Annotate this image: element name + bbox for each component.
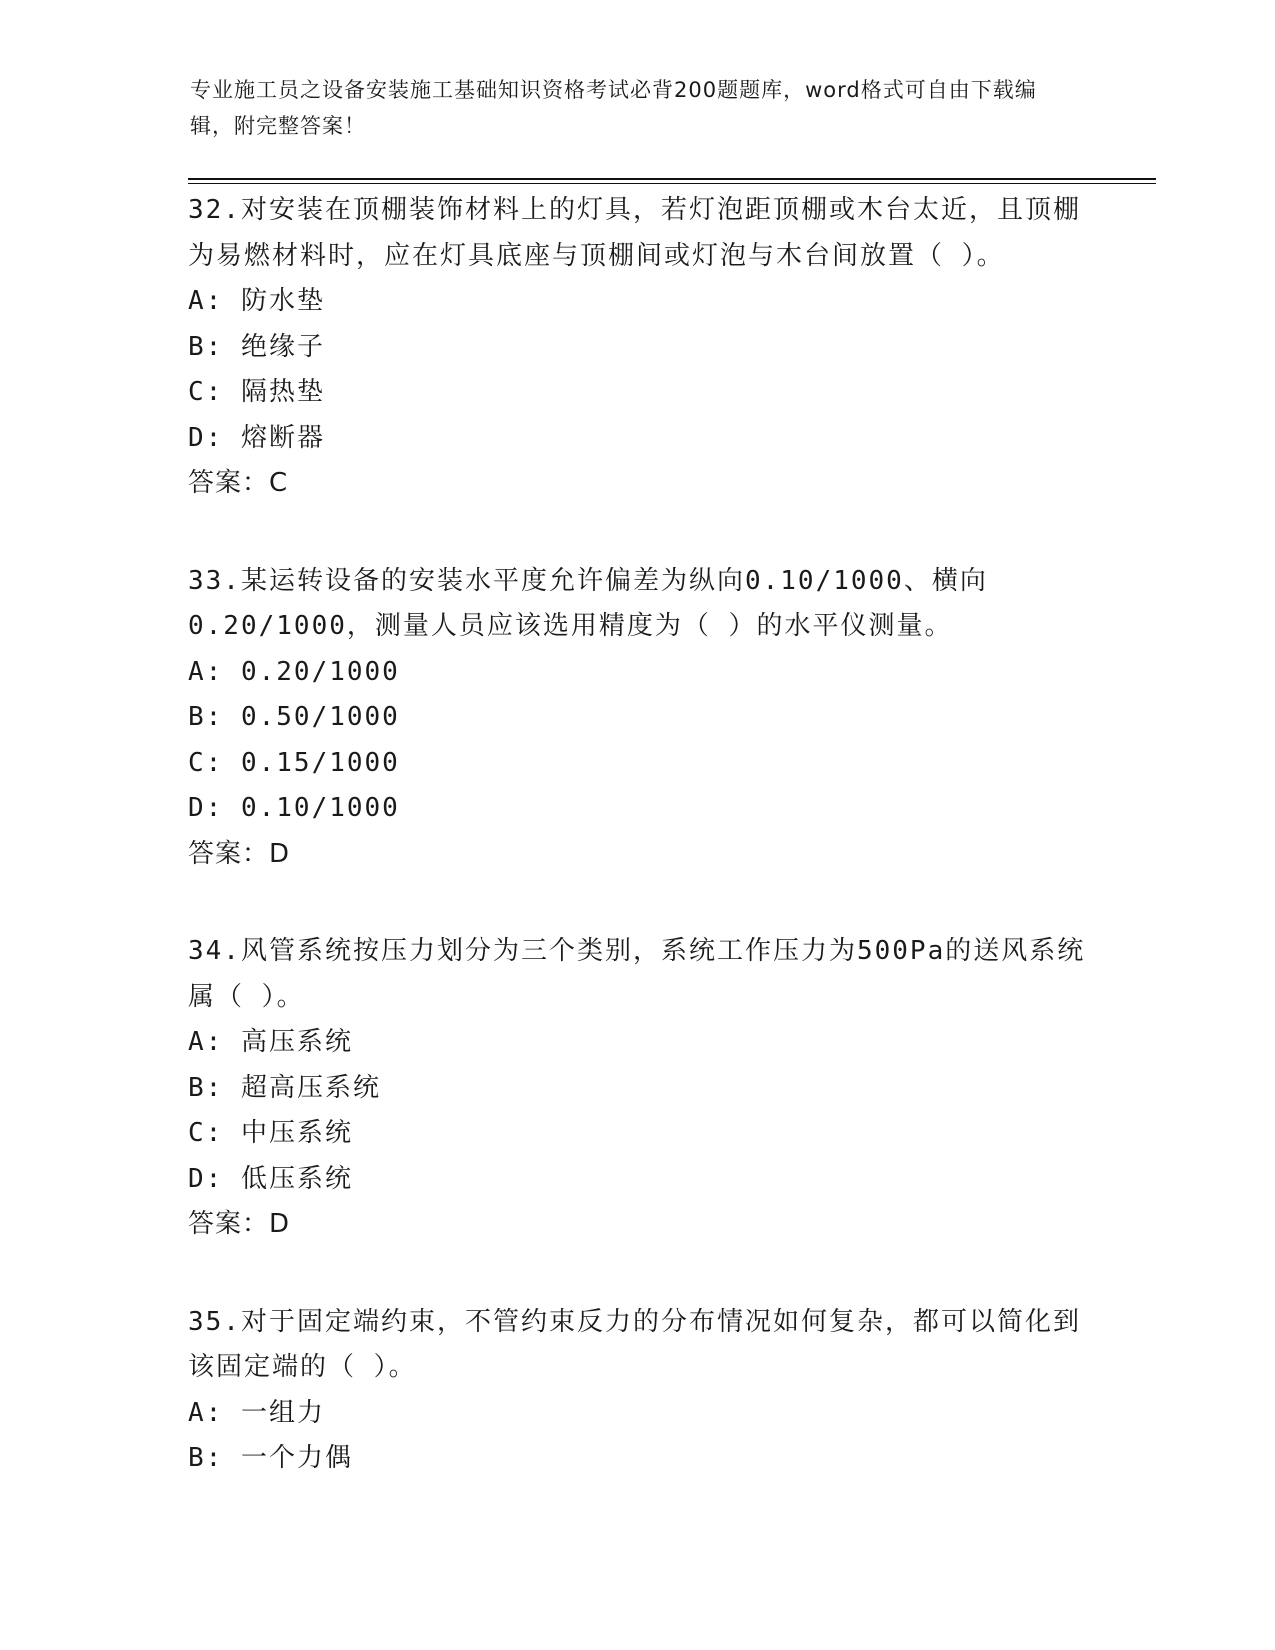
- option-a: A: 防水垫: [188, 286, 325, 316]
- option-d: D: 0.10/1000: [188, 793, 400, 823]
- option-d: D: 熔断器: [188, 422, 325, 453]
- option-d: D: 低压系统: [188, 1163, 353, 1194]
- option-b: B: 0.50/1000: [188, 702, 400, 732]
- header-divider-thick: [188, 178, 1156, 180]
- question-stem: 35.对于固定端约束，不管约束反力的分布情况如何复杂，都可以简化到该固定端的（ ）。: [188, 1306, 1081, 1382]
- question-34: [188, 929, 1088, 1248]
- question-35: [188, 1300, 1088, 1482]
- answer-line: 答案：D: [188, 838, 291, 869]
- question-stem: 34.风管系统按压力划分为三个类别，系统工作压力为500Pa的送风系统属（ ）。: [188, 936, 1086, 1012]
- question-33: [188, 559, 1088, 878]
- option-c: C: 中压系统: [188, 1118, 353, 1148]
- option-a: A: 0.20/1000: [188, 656, 400, 687]
- document-header: 专业施工员之设备安装施工基础知识资格考试必背200题题库，word格式可自由下载编辑，附完整答案！: [190, 78, 1037, 138]
- option-a: A: 高压系统: [188, 1027, 353, 1057]
- question-stem: 32.对安装在顶棚装饰材料上的灯具，若灯泡距顶棚或木台太近，且顶棚为易燃材料时，应在灯具底座与顶棚间或灯泡与木台间放置（ ）。: [188, 195, 1081, 271]
- question-32: [188, 188, 1088, 507]
- answer-line: 答案：C: [188, 468, 289, 498]
- answer-line: 答案：D: [188, 1209, 291, 1239]
- header-divider-thin: [188, 183, 1156, 184]
- question-stem: 33.某运转设备的安装水平度允许偏差为纵向0.10/1000、横向0.20/1000，测量人员应该选用精度为（ ）的水平仪测量。: [188, 565, 988, 641]
- option-c: C: 0.15/1000: [188, 747, 400, 778]
- option-a: A: 一组力: [188, 1397, 325, 1428]
- question-list: [188, 188, 1088, 1534]
- option-b: B: 绝缘子: [188, 331, 325, 362]
- option-b: B: 一个力偶: [188, 1443, 353, 1473]
- option-c: C: 隔热垫: [188, 377, 325, 407]
- option-b: B: 超高压系统: [188, 1072, 381, 1103]
